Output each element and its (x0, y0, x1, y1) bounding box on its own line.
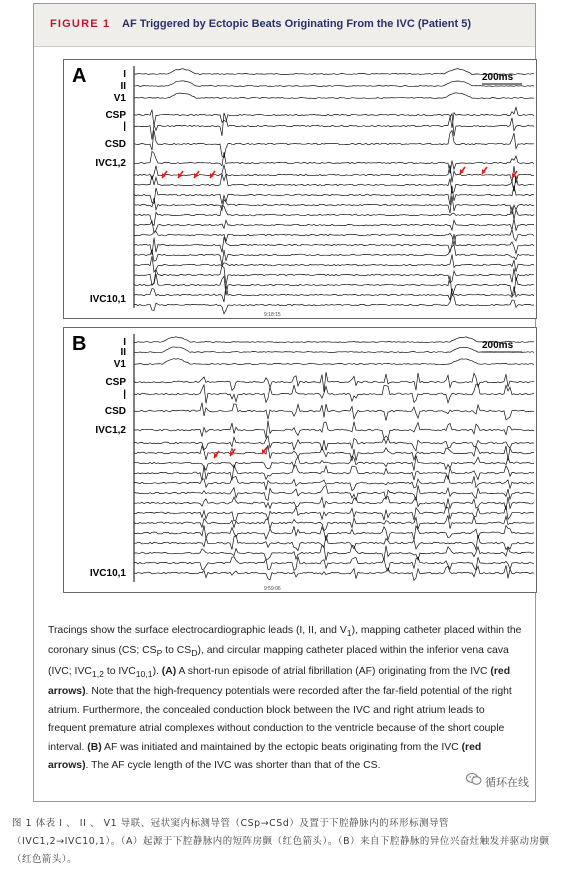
ecg-trace (134, 347, 534, 353)
lead-label: CSD (104, 139, 126, 150)
ecg-trace (134, 557, 534, 571)
ecg-trace (134, 445, 534, 461)
ecg-trace (134, 69, 534, 75)
ecg-trace (134, 384, 534, 403)
lead-label: I (123, 69, 126, 80)
figure-label: FIGURE 1 (50, 18, 111, 30)
ecg-trace (134, 130, 534, 157)
panel-a-tracings (64, 60, 537, 319)
ecg-trace (134, 245, 534, 266)
lead-label: V1 (113, 359, 126, 370)
lead-label: II (120, 81, 126, 92)
lead-label: V1 (113, 93, 126, 104)
ecg-trace (134, 506, 534, 521)
figure-caption: Tracings show the surface electrocardiographic leads (I, II, and $V_1$), mapping catheter placed within the coronary sinus (CS; $CS_P$ to $CS_D$), and circular mapping catheter placed within the inferior vena cava (IVC; $IVC_{1,2}$ to $IVC_{10,1}$). (A) A short-run episode of atrial fibrillation (AF) originating from the IVC (red arrows). Note that the high-frequency potentials were recorded after the far-field potential of the right atrium. Furthermore, the concealed conduction block between the IVC and right atrium leads to frequent premature atrial complexes without conduction to the ventricle because of the short couple interval. (B) AF was initiated and maintained by the ectopic beats originating from the IVC (red arrows). The AF cycle length of the IVC was shorter than that of the CS. (48, 625, 522, 772)
ecg-trace (134, 186, 534, 206)
lead-label: | (123, 121, 126, 132)
ecg-trace (134, 515, 534, 530)
panel-letter: A (72, 65, 87, 87)
ecg-trace (134, 254, 534, 272)
watermark-text: 循环在线 (485, 777, 529, 789)
ecg-trace (134, 545, 534, 560)
ecg-trace (134, 107, 534, 128)
ecg-trace (134, 93, 534, 99)
ecg-trace (134, 525, 534, 541)
ecg-trace (134, 205, 534, 225)
ecg-trace (134, 421, 534, 439)
lead-label: CSD (104, 406, 126, 417)
wechat-icon (466, 772, 482, 786)
lead-label: IVC1,2 (95, 158, 126, 169)
panel-letter: B (72, 333, 87, 355)
ecg-trace (134, 234, 534, 255)
ecg-trace (134, 359, 534, 365)
lead-label: I (123, 337, 126, 348)
ecg-trace (134, 113, 534, 140)
ecg-trace (134, 151, 534, 173)
ecg-trace (134, 476, 534, 491)
chinese-caption: 图 1 体表 I 、 II 、 V1 导联、冠状窦内标测导管（CSp→CSd）及置于下腔静脉内的环形标测导管（IVC1,2→IVC10,1）。（A）起源于下腔静脉内的短阵房颤（红色箭头）。（B）来自下腔静脉的异位兴奋灶触发并驱动房颤（红色箭头）。 (12, 818, 550, 865)
lead-label: | (123, 389, 126, 400)
timestamp: 9:59:06 (264, 586, 281, 592)
ecg-trace (134, 535, 534, 551)
panel-a (63, 59, 537, 319)
ecg-trace (134, 497, 534, 510)
ecg-trace (134, 403, 534, 421)
timestamp: 9:18:15 (264, 312, 281, 318)
ecg-trace (134, 266, 534, 285)
ecg-trace (134, 196, 534, 215)
lead-label: II (120, 347, 126, 358)
ecg-trace (134, 337, 534, 343)
ecg-trace (134, 456, 534, 471)
panel-b-tracings (64, 328, 537, 593)
ecg-trace (134, 295, 534, 314)
ecg-trace (134, 372, 534, 392)
lead-label: IVC10,1 (89, 568, 126, 579)
figure-title: AF Triggered by Ectopic Beats Originating From the IVC (Patient 5) (122, 18, 471, 30)
ecg-trace (134, 285, 534, 302)
ecg-trace (134, 436, 534, 451)
panel-b (63, 327, 537, 593)
lead-label: CSP (105, 377, 126, 388)
figure-header (34, 4, 535, 47)
lead-label: IVC10,1 (89, 294, 126, 305)
scale-bar-label: 200ms (482, 340, 514, 351)
ecg-trace (134, 81, 534, 87)
ecg-trace (134, 219, 534, 233)
lead-label: CSP (105, 110, 126, 121)
ecg-trace (134, 274, 534, 296)
lead-label: IVC1,2 (95, 425, 126, 436)
scale-bar-label: 200ms (482, 72, 514, 83)
ecg-trace (134, 230, 534, 245)
figure-card (33, 3, 536, 802)
